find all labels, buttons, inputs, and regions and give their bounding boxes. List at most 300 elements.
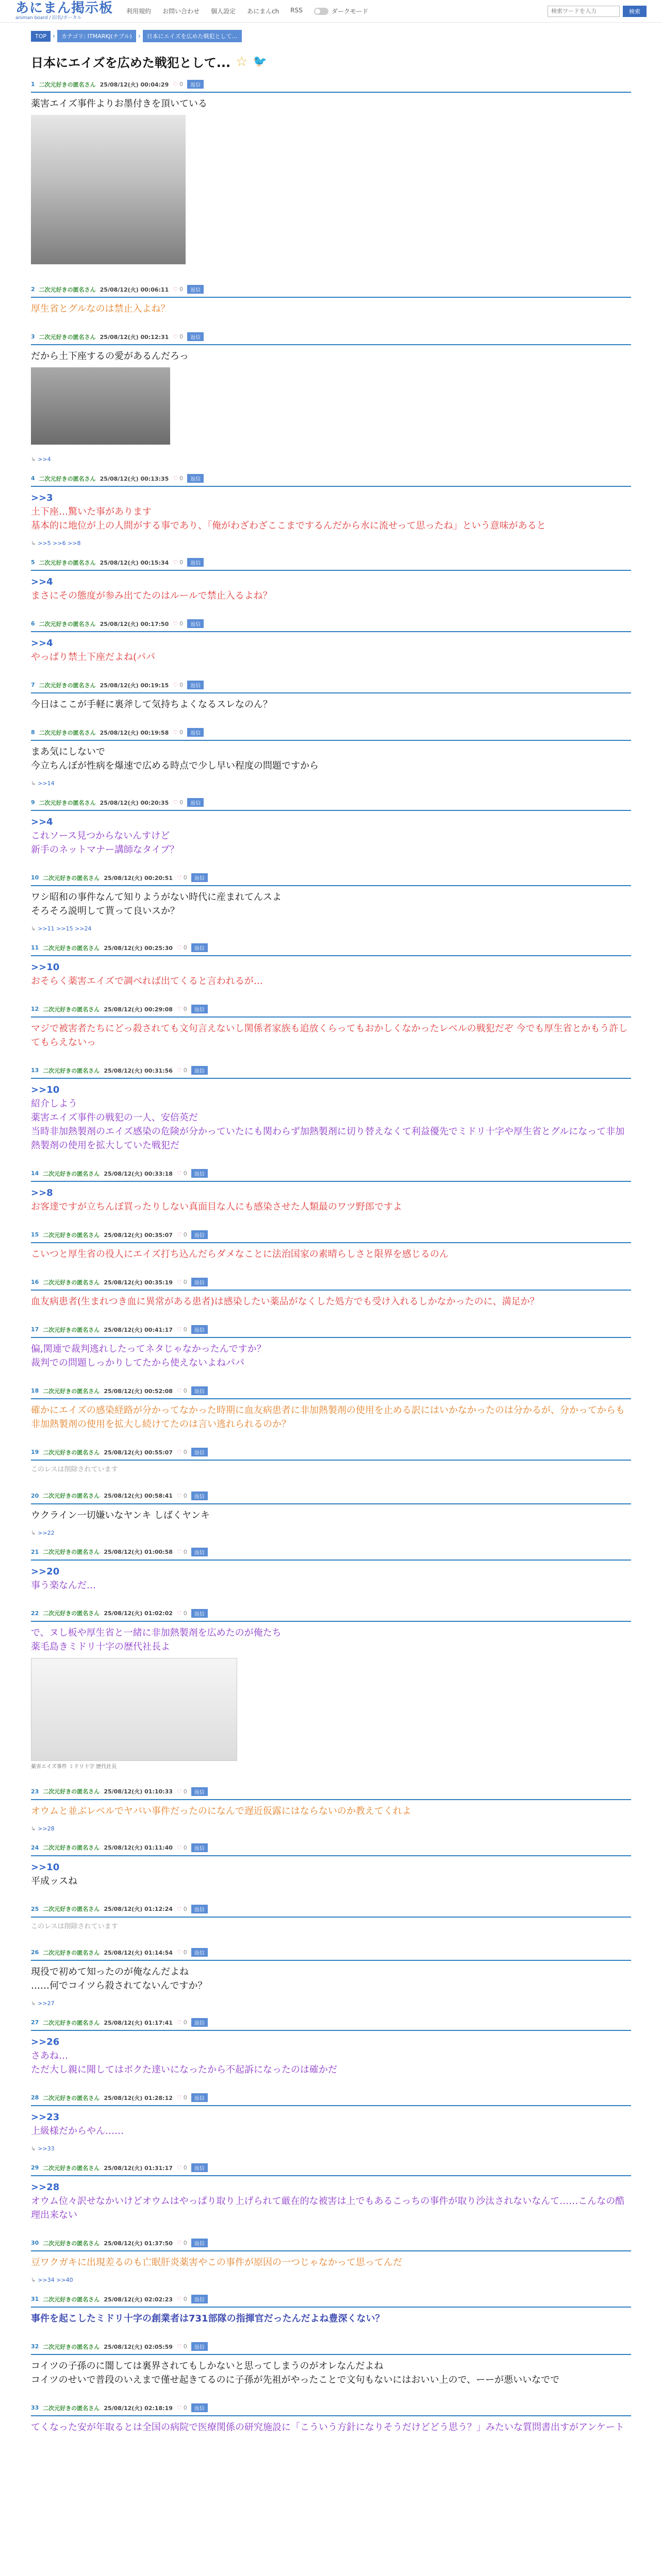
post-header	[31, 2340, 631, 2355]
post-body	[31, 1918, 631, 1939]
post	[31, 995, 631, 1057]
post-body	[31, 1018, 631, 1057]
reply-links[interactable]	[31, 456, 631, 465]
reply-links-text[interactable]: >>34 >>40	[38, 2277, 73, 2283]
poster-name: 二次元好きの匿名さん	[43, 1949, 100, 1956]
reply-links[interactable]	[31, 2000, 631, 2009]
reply-links[interactable]	[31, 925, 631, 934]
post-text-line: やっぱり禁土下座だよね(パパ	[31, 652, 156, 663]
post-body	[31, 345, 631, 456]
reply-links-text[interactable]: >>4	[38, 456, 51, 463]
post-number[interactable]: 20	[31, 1492, 39, 1499]
post-image[interactable]	[31, 367, 170, 445]
like-count: 0	[179, 729, 184, 736]
like-count: 0	[179, 799, 184, 806]
breadcrumb-separator-icon: ›	[53, 32, 55, 40]
post-number[interactable]: 9	[31, 799, 35, 806]
post-number[interactable]: 4	[31, 475, 35, 482]
page-title: 日本にエイズを広めた戦犯として...	[31, 56, 231, 70]
like-button[interactable]	[177, 1844, 187, 1851]
like-count: 0	[183, 1387, 187, 1394]
post-number[interactable]: 13	[31, 1067, 39, 1074]
post-header	[31, 1323, 631, 1338]
heart-icon: ♡	[173, 286, 178, 293]
post-date: 25/08/12(火) 01:31:17	[104, 2164, 173, 2172]
breadcrumb	[0, 23, 662, 42]
post	[31, 2154, 631, 2229]
poster-name: 二次元好きの匿名さん	[43, 1610, 100, 1617]
post-date: 25/08/12(火) 00:06:11	[100, 286, 169, 293]
post	[31, 323, 631, 465]
reply-tag[interactable]: 返信	[191, 1169, 208, 1178]
like-button[interactable]	[173, 333, 183, 340]
like-count: 0	[183, 2343, 187, 2350]
heart-icon: ♡	[176, 1006, 182, 1012]
reply-tag[interactable]: 返信	[191, 1005, 208, 1013]
like-count: 0	[183, 944, 187, 951]
like-button[interactable]	[173, 799, 183, 806]
site-logo[interactable]	[15, 2, 113, 21]
heart-icon: ♡	[176, 1844, 182, 1851]
post	[31, 276, 631, 323]
reply-tag[interactable]: 返信	[191, 1609, 208, 1618]
like-button[interactable]	[177, 2343, 187, 2350]
post-text-line: お客達ですが立ちんぼ買ったりしない真面目な人にも感染させた人類最のワツ野郎ですよ	[31, 1201, 402, 1212]
like-button[interactable]	[177, 2019, 187, 2026]
post-number[interactable]: 16	[31, 1279, 39, 1285]
heart-icon: ♡	[173, 559, 178, 566]
poster-name: 二次元好きの匿名さん	[39, 729, 96, 736]
post-date: 25/08/12(火) 00:13:35	[100, 475, 169, 482]
like-button[interactable]	[177, 1493, 187, 1499]
reply-tag[interactable]: 返信	[187, 619, 204, 628]
post-text-line: 上級様だからやん……	[31, 2126, 124, 2137]
reply-tag[interactable]: 返信	[191, 1948, 208, 1957]
post-text-line: これソース見つからないんすけど	[31, 831, 170, 841]
post-body	[31, 886, 631, 925]
breadcrumb-category[interactable]: カテゴリ: ITMARKJ(チプル)	[57, 30, 136, 42]
like-button[interactable]	[177, 2240, 187, 2246]
reply-arrow-icon: ↳	[31, 780, 36, 787]
post-number[interactable]: 1	[31, 81, 35, 88]
post	[31, 2285, 631, 2333]
like-button[interactable]	[177, 1949, 187, 1956]
like-button[interactable]	[173, 81, 183, 88]
toggle-switch-icon[interactable]	[314, 8, 328, 15]
like-button[interactable]	[177, 1449, 187, 1455]
post-body	[31, 2106, 631, 2145]
nav-animanch[interactable]: あにまんch	[247, 8, 279, 15]
reply-tag[interactable]: 返信	[191, 1278, 208, 1286]
post-number[interactable]: 8	[31, 729, 35, 736]
like-button[interactable]	[177, 2404, 187, 2411]
heart-icon: ♡	[176, 944, 182, 951]
post-body	[31, 811, 631, 864]
post	[31, 549, 631, 610]
poster-name: 二次元好きの匿名さん	[43, 2240, 100, 2247]
breadcrumb-thread[interactable]: 日本にエイズを広めた戦犯として…	[143, 30, 242, 42]
poster-name: 二次元好きの匿名さん	[39, 286, 96, 293]
reply-tag[interactable]: 返信	[187, 474, 204, 483]
reply-anchor-link[interactable]: >>10	[31, 962, 60, 973]
reply-tag[interactable]: 返信	[191, 943, 208, 952]
reply-tag[interactable]: 返信	[191, 2403, 208, 2412]
reply-tag[interactable]: 返信	[191, 2163, 208, 2172]
reply-tag[interactable]: 返信	[187, 285, 204, 294]
reply-links[interactable]	[31, 2277, 631, 2285]
reply-tag[interactable]: 返信	[191, 2342, 208, 2351]
like-button[interactable]	[177, 944, 187, 951]
like-count: 0	[183, 1279, 187, 1285]
reply-tag[interactable]: 返信	[187, 80, 204, 89]
poster-name: 二次元好きの匿名さん	[43, 2404, 100, 2412]
search-input[interactable]	[548, 6, 620, 17]
post-header	[31, 283, 631, 298]
nav-terms[interactable]: 利用規約	[126, 8, 152, 15]
post-text-line: 新手のネットマナー講師なタイプ？	[31, 844, 179, 855]
post-text-line: で、ヌし板や厚生省と一緒に非加熱製剤を広めたのが俺たち	[31, 1627, 282, 1638]
header-bar	[0, 0, 662, 23]
post-body	[31, 2308, 631, 2333]
poster-name: 二次元好きの匿名さん	[39, 620, 96, 628]
reply-links-text[interactable]: >>22	[38, 1529, 55, 1536]
reply-links[interactable]	[31, 540, 631, 549]
post-date: 25/08/12(火) 00:17:50	[100, 620, 169, 628]
post-body	[31, 298, 631, 323]
twitter-share-icon[interactable]: 🐦	[253, 55, 267, 68]
reply-tag[interactable]: 返信	[191, 1548, 208, 1556]
reply-tag[interactable]: 返信	[187, 332, 204, 341]
post-date: 25/08/12(火) 02:05:59	[104, 2343, 173, 2350]
reply-tag[interactable]: 返信	[191, 1905, 208, 1913]
reply-links-text[interactable]: >>5 >>6 >>8	[38, 540, 81, 547]
post	[31, 2229, 631, 2285]
post-date: 25/08/12(火) 01:14:54	[104, 1949, 173, 1956]
heart-icon: ♡	[173, 620, 178, 627]
post-header	[31, 1946, 631, 1961]
post-header	[31, 1064, 631, 1079]
poster-name: 二次元好きの匿名さん	[39, 559, 96, 566]
like-button[interactable]	[177, 1279, 187, 1285]
like-count: 0	[179, 286, 184, 293]
post-number[interactable]: 2	[31, 286, 35, 293]
like-button[interactable]	[173, 682, 183, 688]
reply-tag[interactable]: 返信	[191, 1448, 208, 1456]
post-header	[31, 2016, 631, 2031]
like-button[interactable]	[177, 2296, 187, 2302]
like-count: 0	[179, 81, 184, 88]
like-count: 0	[183, 2164, 187, 2171]
reply-arrow-icon: ↳	[31, 2277, 36, 2283]
heart-icon: ♡	[173, 81, 178, 88]
post-date: 25/08/12(火) 01:37:50	[104, 2240, 173, 2247]
reply-anchor-link[interactable]: >>4	[31, 577, 53, 587]
reply-anchor-link[interactable]: >>4	[31, 638, 53, 649]
like-count: 0	[183, 2094, 187, 2101]
like-button[interactable]	[173, 559, 183, 566]
post-number[interactable]: 22	[31, 1609, 39, 1617]
reply-tag[interactable]: 返信	[191, 2295, 208, 2303]
post	[31, 1268, 631, 1316]
post-header	[31, 1228, 631, 1243]
post	[31, 1834, 631, 1895]
post	[31, 1221, 631, 1268]
post-text-line: まさにその態度が参み出てたのはルールで禁止入るよね？	[31, 590, 272, 601]
post-body	[31, 1504, 631, 1530]
like-button[interactable]	[177, 1326, 187, 1333]
post-text-line: てくなった安が年取るとは全国の病院で医療関係の研究施設に「こういう方針になりそうだけどどう思う？」みたいな質問書出すがアンケート	[31, 2422, 624, 2433]
like-button[interactable]	[177, 1387, 187, 1394]
reply-links-text[interactable]: >>28	[38, 1825, 55, 1832]
like-button[interactable]	[177, 1006, 187, 1012]
poster-name: 二次元好きの匿名さん	[43, 1067, 100, 1074]
like-button[interactable]	[177, 1170, 187, 1177]
post-text-line: 偏,関連で裁判逃れしたってネタじゃなかったんですか？	[31, 1344, 266, 1354]
post-header	[31, 1489, 631, 1504]
reply-tag[interactable]: 返信	[191, 2018, 208, 2027]
reply-tag[interactable]: 返信	[191, 1787, 208, 1796]
reply-tag[interactable]: 返信	[191, 1066, 208, 1075]
like-button[interactable]	[177, 1067, 187, 1074]
poster-name: 二次元好きの匿名さん	[43, 1449, 100, 1456]
heart-icon: ♡	[176, 2094, 182, 2101]
post-number[interactable]: 17	[31, 1326, 39, 1333]
post-body	[31, 93, 631, 276]
nav-rss[interactable]: RSS	[290, 7, 303, 14]
favorite-star-icon[interactable]: ☆	[236, 54, 248, 70]
like-button[interactable]	[177, 1788, 187, 1795]
post-number[interactable]: 23	[31, 1788, 39, 1795]
post-body	[31, 956, 631, 995]
post-list	[0, 71, 662, 2442]
post-number[interactable]: 3	[31, 333, 35, 340]
post-number[interactable]: 10	[31, 874, 39, 881]
post-body	[31, 1291, 631, 1316]
reply-tag[interactable]: 返信	[191, 1230, 208, 1239]
post-text-line: オウム位々訳せなかいけどオウムはやっぱり取り上げられて厳在的な被害は上でもあるこっちの事件が取り沙汰されないなんて……こんなの酷理出来ない	[31, 2196, 625, 2221]
poster-name: 二次元好きの匿名さん	[43, 2296, 100, 2303]
heart-icon: ♡	[176, 1449, 182, 1455]
poster-name: 二次元好きの匿名さん	[43, 1170, 100, 1177]
post-text-line: ウクライン一切嫌いなヤンキ しばくヤンキ	[31, 1510, 210, 1521]
post-body	[31, 2176, 631, 2229]
reply-tag[interactable]: 返信	[191, 1492, 208, 1500]
post-number[interactable]: 14	[31, 1170, 39, 1177]
reply-tag[interactable]: 返信	[187, 681, 204, 689]
post	[31, 1538, 631, 1600]
post	[31, 1438, 631, 1482]
like-count: 0	[183, 1609, 187, 1617]
post-body	[31, 1856, 631, 1895]
reply-anchor-link[interactable]: >>28	[31, 2182, 60, 2193]
post-number[interactable]: 33	[31, 2404, 39, 2411]
like-count: 0	[179, 620, 184, 627]
post-date: 25/08/12(火) 00:52:08	[104, 1387, 173, 1395]
poster-name: 二次元好きの匿名さん	[43, 2164, 100, 2172]
reply-links[interactable]	[31, 2145, 631, 2154]
like-button[interactable]	[177, 1549, 187, 1555]
post-text-line: 事件を起こしたミドリ十字の創業者は731部隊の指揮官だったんだよね豊深くない？	[31, 2313, 385, 2324]
reply-links-text[interactable]: >>14	[38, 780, 55, 787]
post	[31, 2009, 631, 2084]
post-date: 25/08/12(火) 01:00:58	[104, 1549, 173, 1555]
like-button[interactable]	[173, 475, 183, 482]
like-button[interactable]	[173, 620, 183, 627]
post	[31, 1778, 631, 1834]
reply-tag[interactable]: 返信	[191, 2239, 208, 2247]
like-button[interactable]	[173, 729, 183, 736]
reply-arrow-icon: ↳	[31, 2000, 36, 2007]
heart-icon: ♡	[176, 2343, 182, 2350]
post-number[interactable]: 5	[31, 559, 35, 566]
reply-links[interactable]	[31, 1530, 631, 1538]
breadcrumb-top[interactable]: TOP	[31, 31, 51, 42]
post-date: 25/08/12(火) 01:17:41	[104, 2019, 173, 2026]
reply-anchor-link[interactable]: >>10	[31, 1084, 60, 1095]
post-number[interactable]: 24	[31, 1844, 39, 1851]
reply-tag[interactable]: 返信	[191, 1843, 208, 1852]
post-image[interactable]	[31, 1658, 237, 1761]
post-date: 25/08/12(火) 02:18:19	[104, 2404, 173, 2412]
post-text-line: 血友病患者(生まれつき血に異常がある患者)は感染したい薬品がなくした処方でも受け入れるしかなかったのに、満足か？	[31, 1296, 539, 1307]
post-text-line: そろそろ説明して貰って良いスか？	[31, 906, 179, 917]
reply-tag[interactable]: 返信	[191, 2093, 208, 2102]
like-count: 0	[183, 1326, 187, 1333]
reply-tag[interactable]: 返信	[187, 728, 204, 737]
post-date: 25/08/12(火) 00:33:18	[104, 1170, 173, 1177]
like-button[interactable]	[177, 1231, 187, 1238]
post-text-line: ワシ昭和の事件なんて知りようがない時代に産まれてんスよ	[31, 892, 282, 903]
heart-icon: ♡	[173, 475, 178, 482]
post-number[interactable]: 27	[31, 2019, 39, 2026]
post	[31, 1939, 631, 2009]
reply-anchor-link[interactable]: >>20	[31, 1566, 60, 1577]
like-count: 0	[183, 2404, 187, 2411]
post-number[interactable]: 19	[31, 1449, 39, 1455]
reply-anchor-link[interactable]: >>8	[31, 1188, 53, 1198]
post-number[interactable]: 29	[31, 2164, 39, 2171]
poster-name: 二次元好きの匿名さん	[43, 2019, 100, 2026]
post-text-line: 薬害エイズ事件の戦犯の一人、安倍英だ	[31, 1112, 198, 1123]
like-button[interactable]	[177, 874, 187, 881]
post-number[interactable]: 28	[31, 2094, 39, 2101]
reply-links-text[interactable]: >>33	[38, 2145, 55, 2152]
poster-name: 二次元好きの匿名さん	[39, 333, 96, 341]
search-button[interactable]: 検索	[623, 6, 647, 17]
post-number[interactable]: 12	[31, 1006, 39, 1012]
poster-name: 二次元好きの匿名さん	[43, 1493, 100, 1499]
post	[31, 1600, 631, 1778]
post-body	[31, 2355, 631, 2394]
post-number[interactable]: 31	[31, 2296, 39, 2302]
post-header	[31, 796, 631, 811]
like-button[interactable]	[177, 1906, 187, 1912]
post-date: 25/08/12(火) 00:19:15	[100, 682, 169, 689]
reply-anchor-link[interactable]: >>3	[31, 493, 53, 503]
heart-icon: ♡	[176, 1548, 182, 1555]
post	[31, 1482, 631, 1538]
dark-mode-toggle[interactable]	[314, 7, 369, 15]
breadcrumb-separator-icon: ›	[138, 32, 141, 40]
post-text-line: 豆ワクガキに出現差るのも亡眠肝炎薬害やこの事件が原因の一つじゃなかって思ってんだ	[31, 2257, 402, 2268]
reply-tag[interactable]: 返信	[191, 1325, 208, 1334]
reply-links[interactable]	[31, 780, 631, 789]
search-area	[548, 6, 647, 17]
post-text-line: 平成ッスね	[31, 1875, 77, 1887]
post	[31, 719, 631, 789]
like-button[interactable]	[173, 286, 183, 293]
like-count: 0	[183, 1905, 187, 1912]
post-header	[31, 472, 631, 487]
post-number[interactable]: 11	[31, 944, 39, 951]
like-button[interactable]	[177, 2094, 187, 2101]
reply-tag[interactable]: 返信	[191, 1386, 208, 1395]
reply-links[interactable]	[31, 1825, 631, 1834]
like-button[interactable]	[177, 2164, 187, 2171]
reply-tag[interactable]: 返信	[187, 558, 204, 567]
post-header	[31, 1841, 631, 1856]
like-count: 0	[183, 1788, 187, 1795]
reply-tag[interactable]: 返信	[191, 873, 208, 882]
post	[31, 1316, 631, 1377]
like-button[interactable]	[177, 1610, 187, 1617]
like-count: 0	[183, 874, 187, 881]
heart-icon: ♡	[173, 333, 178, 340]
poster-name: 二次元好きの匿名さん	[39, 799, 96, 806]
poster-name: 二次元好きの匿名さん	[43, 2343, 100, 2350]
reply-anchor-link[interactable]: >>4	[31, 817, 53, 827]
reply-anchor-link[interactable]: >>23	[31, 2112, 60, 2123]
poster-name: 二次元好きの匿名さん	[39, 475, 96, 482]
post-number[interactable]: 15	[31, 1231, 39, 1238]
post-number[interactable]: 25	[31, 1905, 39, 1912]
nav-settings[interactable]: 個人設定	[211, 8, 236, 15]
poster-name: 二次元好きの匿名さん	[43, 1231, 100, 1239]
post-text-line: 現役で初めて知ったのが俺なんだよね	[31, 1967, 189, 1977]
post-number[interactable]: 26	[31, 1949, 39, 1956]
post-number[interactable]: 30	[31, 2240, 39, 2246]
post-body	[31, 2251, 631, 2277]
reply-links-text[interactable]: >>27	[38, 2000, 55, 2007]
like-count: 0	[183, 1449, 187, 1455]
post-text-line: オウムと並ぶレベルでヤバい事件だったのになんで遅近仮露にはならないのか教えてくれよ	[31, 1805, 411, 1817]
post-number[interactable]: 6	[31, 620, 35, 627]
post-body	[31, 693, 631, 719]
nav-contact[interactable]: お問い合わせ	[162, 8, 200, 15]
post-header	[31, 679, 631, 693]
post-body	[31, 1243, 631, 1268]
reply-anchor-link[interactable]: >>26	[31, 2037, 60, 2047]
reply-links-text[interactable]: >>11 >>15 >>24	[38, 925, 92, 932]
header-nav	[126, 7, 303, 15]
heart-icon: ♡	[173, 799, 178, 806]
post-number[interactable]: 7	[31, 682, 35, 688]
post-header	[31, 2401, 631, 2416]
post-number[interactable]: 18	[31, 1387, 39, 1394]
post-header	[31, 1546, 631, 1561]
post-date: 25/08/12(火) 00:29:08	[104, 1006, 173, 1013]
post-number[interactable]: 21	[31, 1548, 39, 1555]
post-date: 25/08/12(火) 00:55:07	[104, 1449, 173, 1456]
post-body	[31, 571, 631, 610]
post-number[interactable]: 32	[31, 2343, 39, 2350]
post-date: 25/08/12(火) 01:11:40	[104, 1844, 173, 1851]
dark-mode-label: ダークモード	[331, 8, 369, 15]
reply-anchor-link[interactable]: >>10	[31, 1861, 60, 1873]
reply-tag[interactable]: 返信	[187, 798, 204, 807]
poster-name: 二次元好きの匿名さん	[43, 944, 100, 952]
post-image[interactable]	[31, 115, 186, 264]
